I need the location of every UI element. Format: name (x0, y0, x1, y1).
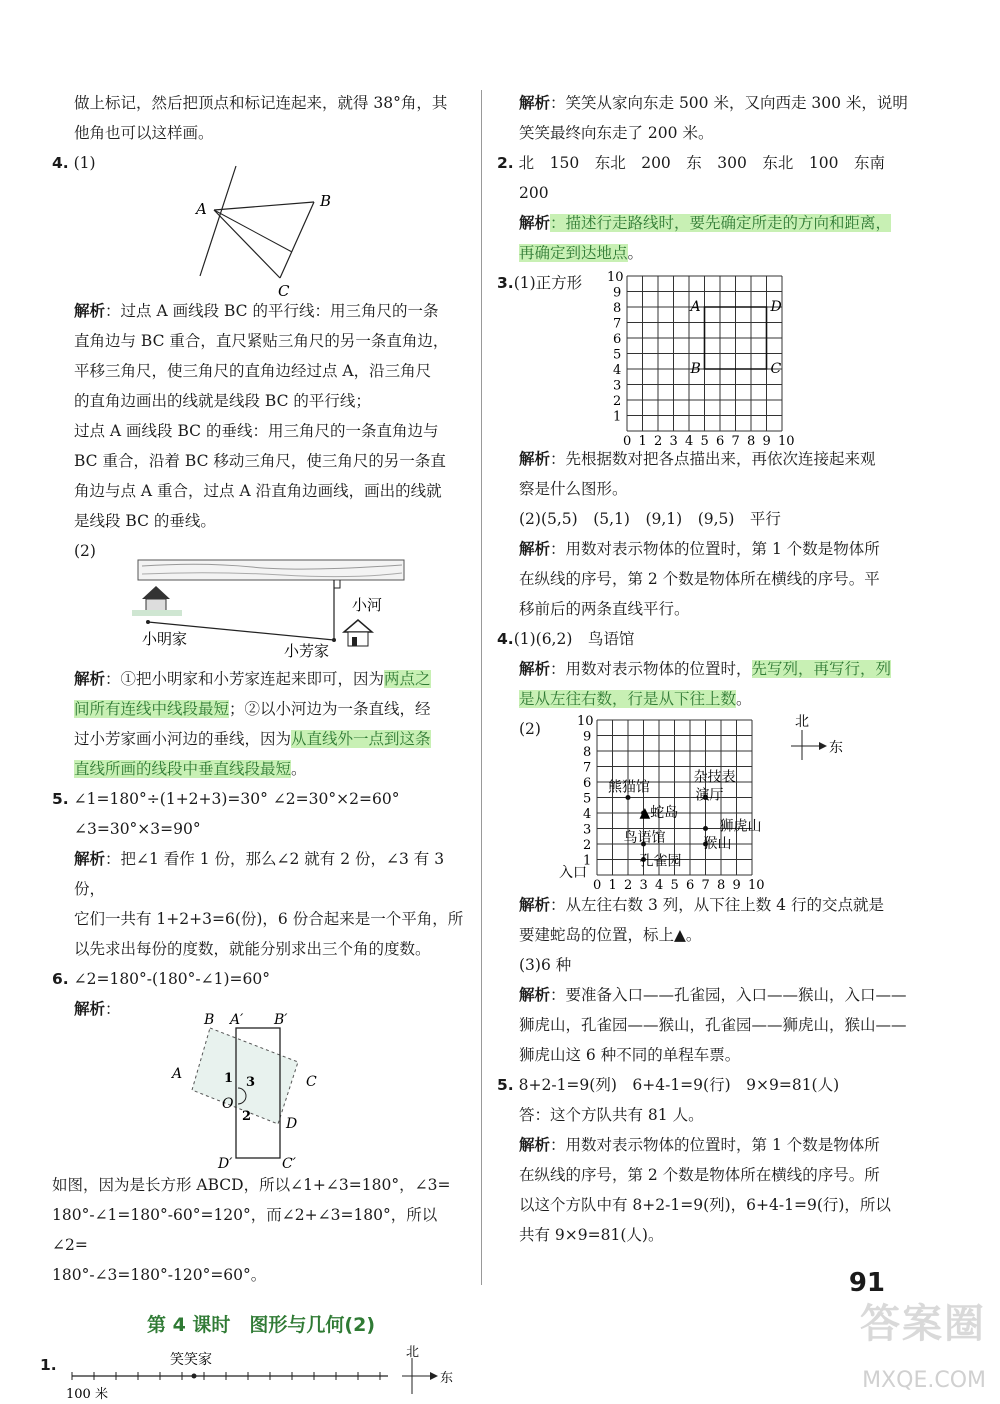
q5-analysis-line: 在纵线的序号，第 2 个数是物体所在横线的序号。所 (519, 1166, 880, 1184)
map-label: 鸟语馆 (623, 830, 666, 846)
tick-label: 9 (762, 434, 771, 449)
q5-analysis-line: 以这个方队中有 8+2-1=9(列)，6+4-1=9(行)，所以 (519, 1196, 891, 1214)
point-label: B (690, 361, 701, 377)
q4-2-analysis: 解析：①把小明家和小芳家连起来即可，因为两点之 (74, 670, 431, 688)
q5-analysis-line: 共有 9×9=81(人)。 (519, 1226, 664, 1244)
svg-text:D′: D′ (218, 1156, 233, 1172)
map-label: 猴山 (703, 836, 732, 852)
q4-analysis2: 解析：从左往右数 3 列，从下往上数 4 行的交点就是 (519, 896, 884, 914)
q3-analysis2: 解析：用数对表示物体的位置时，第 1 个数是物体所 (519, 540, 880, 558)
rectangle-fold-figure (52, 1012, 470, 1172)
tick-label: 7 (613, 316, 622, 332)
entrance-label: 入口 (559, 865, 587, 881)
map-label: 杂技表 (693, 769, 736, 786)
left-column (40, 88, 470, 1404)
tick-label: 5 (583, 791, 592, 807)
map-point (626, 795, 631, 800)
q4-2-analysis-line: 过小芳家画小河边的垂线，因为从直线外一点到这条 (74, 730, 431, 748)
q3-analysis2-line: 移前后的两条直线平行。 (519, 600, 690, 618)
svg-text:C′: C′ (282, 1156, 296, 1172)
xiaoming-label: 小明家 (142, 630, 188, 648)
tick-label: 10 (778, 434, 795, 449)
tick-label: 7 (583, 760, 592, 776)
map-label: 演厅 (695, 787, 724, 804)
tick-label: 4 (583, 807, 592, 822)
q4-analysis: 解析：用数对表示物体的位置时，先写列，再写行，列 (519, 660, 892, 678)
house-icon (132, 586, 182, 616)
watermark-logo: 答案圈 (860, 1301, 986, 1347)
intro-line: 他角也可以这样画。 (74, 124, 214, 142)
tick-label: 5 (670, 878, 679, 893)
river-figure (52, 544, 470, 660)
tick-label: 9 (732, 878, 741, 893)
home-label: 笑笑家 (170, 1352, 212, 1368)
q5-analysis: 解析：把∠1 看作 1 份，那么∠2 就有 2 份，∠3 有 3 份， (74, 850, 445, 898)
q3-block (497, 268, 909, 449)
page-number: 91 (848, 1268, 885, 1298)
tick-label: 4 (613, 363, 622, 378)
column-divider (481, 90, 482, 1285)
tick-label: 2 (583, 838, 592, 853)
house-icon (344, 620, 372, 646)
tick-label: 8 (613, 301, 622, 316)
tick-label: 10 (607, 270, 624, 285)
tick-label: 4 (655, 878, 664, 893)
q4-analysis3-line: 狮虎山这 6 种不同的单程车票。 (519, 1046, 741, 1064)
compass-arrow-icon (819, 742, 827, 750)
tick-label: 7 (731, 434, 740, 449)
q4-analysis-line: 的直角边画出的线就是线段 BC 的平行线； (74, 392, 371, 410)
q4-analysis-line: BC 重合，沿着 BC 移动三角尺，使三角尺的另一条直 (74, 452, 446, 470)
q2-analysis-line: 再确定到达地点。 (519, 244, 644, 262)
q4-map-block (497, 714, 909, 893)
map-label: 孔雀园 (639, 853, 682, 870)
tick-label: 0 (623, 434, 632, 449)
label-b: B (320, 192, 332, 210)
q3-heading: 3.(1)正方形 (497, 274, 583, 292)
svg-text:2: 2 (242, 1109, 252, 1124)
q4-2-analysis-line: 间所有连线中线段最短；②以小河边为一条直线，经 (74, 700, 431, 718)
tick-label: 9 (583, 729, 592, 745)
tick-label: 2 (613, 394, 622, 409)
label-a: A (196, 200, 207, 218)
q3-part2: (2)(5,5) (5,1) (9,1) (9,5) 平行 (519, 510, 781, 528)
tick-label: 8 (747, 434, 756, 449)
triangle-figure (52, 172, 470, 300)
tick-label: 6 (686, 878, 695, 893)
label-c: C (278, 282, 290, 300)
svg-text:O: O (222, 1096, 234, 1112)
q4-analysis-line: 角边与点 A 重合，过点 A 沿直角边画线，画出的线就 (74, 482, 442, 500)
q5-line: ∠3=30°×3=90° (74, 820, 201, 838)
tick-label: 6 (613, 332, 622, 347)
east-label: 东 (829, 740, 843, 756)
map-label: 熊猫馆 (608, 779, 650, 796)
q4-part3: (3)6 种 (519, 956, 572, 974)
tick-label: 3 (583, 822, 592, 838)
right-column (497, 88, 909, 1250)
watermark-url: MXQE.COM (862, 1368, 986, 1393)
tick-label: 3 (669, 434, 678, 449)
q6-explain: 如图，因为是长方形 ABCD，所以∠1+∠3=180°，∠3= (52, 1176, 451, 1194)
zoo-map-grid (547, 716, 959, 892)
q2-analysis: 解析：描述行走路线时，要先确定所走的方向和距离， (519, 214, 892, 232)
svg-text:1: 1 (224, 1071, 234, 1086)
tick-label: 1 (638, 434, 647, 449)
svg-text:东: 东 (440, 1371, 454, 1386)
q3-analysis-line: 察是什么图形。 (519, 480, 628, 498)
q6-line: 6. ∠2=180°-(180°-∠1)=60° (52, 970, 271, 988)
svg-text:C: C (306, 1074, 317, 1090)
q5-analysis-line: 以先求出每份的度数，就能分别求出三个角的度数。 (74, 940, 431, 958)
svg-text:3: 3 (246, 1075, 256, 1090)
svg-text:B: B (204, 1012, 215, 1028)
tick-label: 3 (613, 378, 622, 394)
tick-label: 0 (593, 878, 602, 893)
q6-analysis: 解析： (74, 1000, 121, 1018)
tick-label: 3 (639, 878, 648, 893)
q4-analysis2-line: 要建蛇岛的位置，标上▲。 (519, 926, 702, 944)
q5-line: 5. ∠1=180°÷(1+2+3)=30° ∠2=30°×2=60° (52, 790, 400, 808)
q2-line: 200 (519, 184, 549, 202)
tick-label: 5 (700, 434, 709, 449)
q4-analysis-line: 平移三角尺，使三角尺的直角边经过点 A，沿三角尺 (74, 362, 432, 380)
tick-label: 10 (577, 714, 594, 729)
map-label: ▲蛇岛 (639, 805, 679, 821)
tick-label: 8 (583, 745, 592, 760)
q6-explain: 180°-∠3=180°-120°=60°。 (52, 1266, 267, 1284)
point-label: A (690, 299, 701, 315)
q4-part2: (2) (519, 720, 541, 738)
q4-analysis-line: 过点 A 画线段 BC 的垂线：用三角尺的一条直角边与 (74, 422, 439, 440)
lesson-title: 第 4 课时 图形与几何(2) (146, 1314, 376, 1336)
tick-label: 2 (624, 878, 633, 893)
q3-analysis2-line: 在纵线的序号，第 2 个数是物体所在横线的序号。平 (519, 570, 880, 588)
tick-label: 1 (583, 853, 592, 869)
q5-analysis: 解析：用数对表示物体的位置时，第 1 个数是物体所 (519, 1136, 880, 1154)
svg-text:A: A (172, 1066, 183, 1082)
q6-explain: 180°-∠1=180°-60°=120°，而∠2+∠3=180°，所以∠2= (52, 1206, 438, 1254)
q4-line: 4.(1)(6,2) 鸟语馆 (497, 630, 635, 648)
q5-answer: 答：这个方队共有 81 人。 (519, 1106, 704, 1124)
tick-label: 8 (717, 878, 726, 893)
q4-heading: 4. (1) (52, 154, 96, 172)
svg-text:北: 北 (406, 1345, 420, 1360)
tick-label: 9 (613, 285, 622, 301)
point-label: C (770, 361, 782, 377)
q4-2-analysis-line: 直线所画的线段中垂直线段最短。 (74, 760, 307, 778)
tick-label: 4 (685, 434, 694, 449)
scale-label: 100 米 (66, 1387, 108, 1402)
point-label: D (770, 299, 782, 315)
tick-label: 6 (716, 434, 725, 449)
q4-analysis: 解析：过点 A 画线段 BC 的平行线：用三角尺的一条 (74, 302, 439, 320)
tick-label: 6 (583, 776, 592, 791)
tick-label: 2 (654, 434, 663, 449)
river-label: 小河 (352, 596, 383, 614)
q1-number-line: 1. 笑笑家 100 米 北 东 (40, 1345, 454, 1402)
q2-line: 2. 北 150 东北 200 东 300 东北 100 东南 (497, 154, 885, 172)
tick-label: 7 (701, 878, 710, 893)
q5-analysis-line: 它们一共有 1+2+3=6(份)，6 份合起来是一个平角，所 (74, 910, 464, 928)
q4-analysis3-line: 狮虎山，孔雀园——猴山，孔雀园——狮虎山，猴山—— (519, 1016, 907, 1034)
q4-analysis-line: 是线段 BC 的垂线。 (74, 512, 216, 530)
svg-text:D: D (286, 1116, 298, 1132)
q4-analysis3: 解析：要准备入口——孔雀园，入口——猴山，入口—— (519, 986, 907, 1004)
r1-analysis: 解析：笑笑从家向东走 500 米，又向西走 300 米，说明 (519, 94, 908, 112)
tick-label: 1 (608, 878, 617, 893)
coordinate-grid-square (605, 272, 805, 448)
tick-label: 10 (748, 878, 765, 893)
q5-line: 5. 8+2-1=9(列) 6+4-1=9(行) 9×9=81(人) (497, 1076, 840, 1094)
svg-text:B′: B′ (274, 1012, 288, 1028)
q4-analysis-line: 直角边与 BC 重合，直尺紧贴三角尺的另一条直角边， (74, 332, 449, 350)
intro-line: 做上标记，然后把顶点和标记连起来，就得 38°角，其 (74, 94, 448, 112)
r1-analysis-line: 笑笑最终向东走了 200 米。 (519, 124, 714, 142)
q4-analysis-line: 是从左往右数，行是从下往上数。 (519, 690, 752, 708)
q4-part2: (2) (74, 542, 96, 560)
map-label: 狮虎山 (719, 818, 762, 835)
svg-text:A′: A′ (230, 1012, 244, 1028)
north-label: 北 (795, 714, 809, 730)
tick-label: 5 (613, 347, 622, 363)
map-point (703, 826, 708, 831)
tick-label: 1 (613, 409, 622, 425)
q3-analysis: 解析：先根据数对把各点描出来，再依次连接起来观 (519, 450, 876, 468)
xiaofang-label: 小芳家 (284, 642, 330, 660)
